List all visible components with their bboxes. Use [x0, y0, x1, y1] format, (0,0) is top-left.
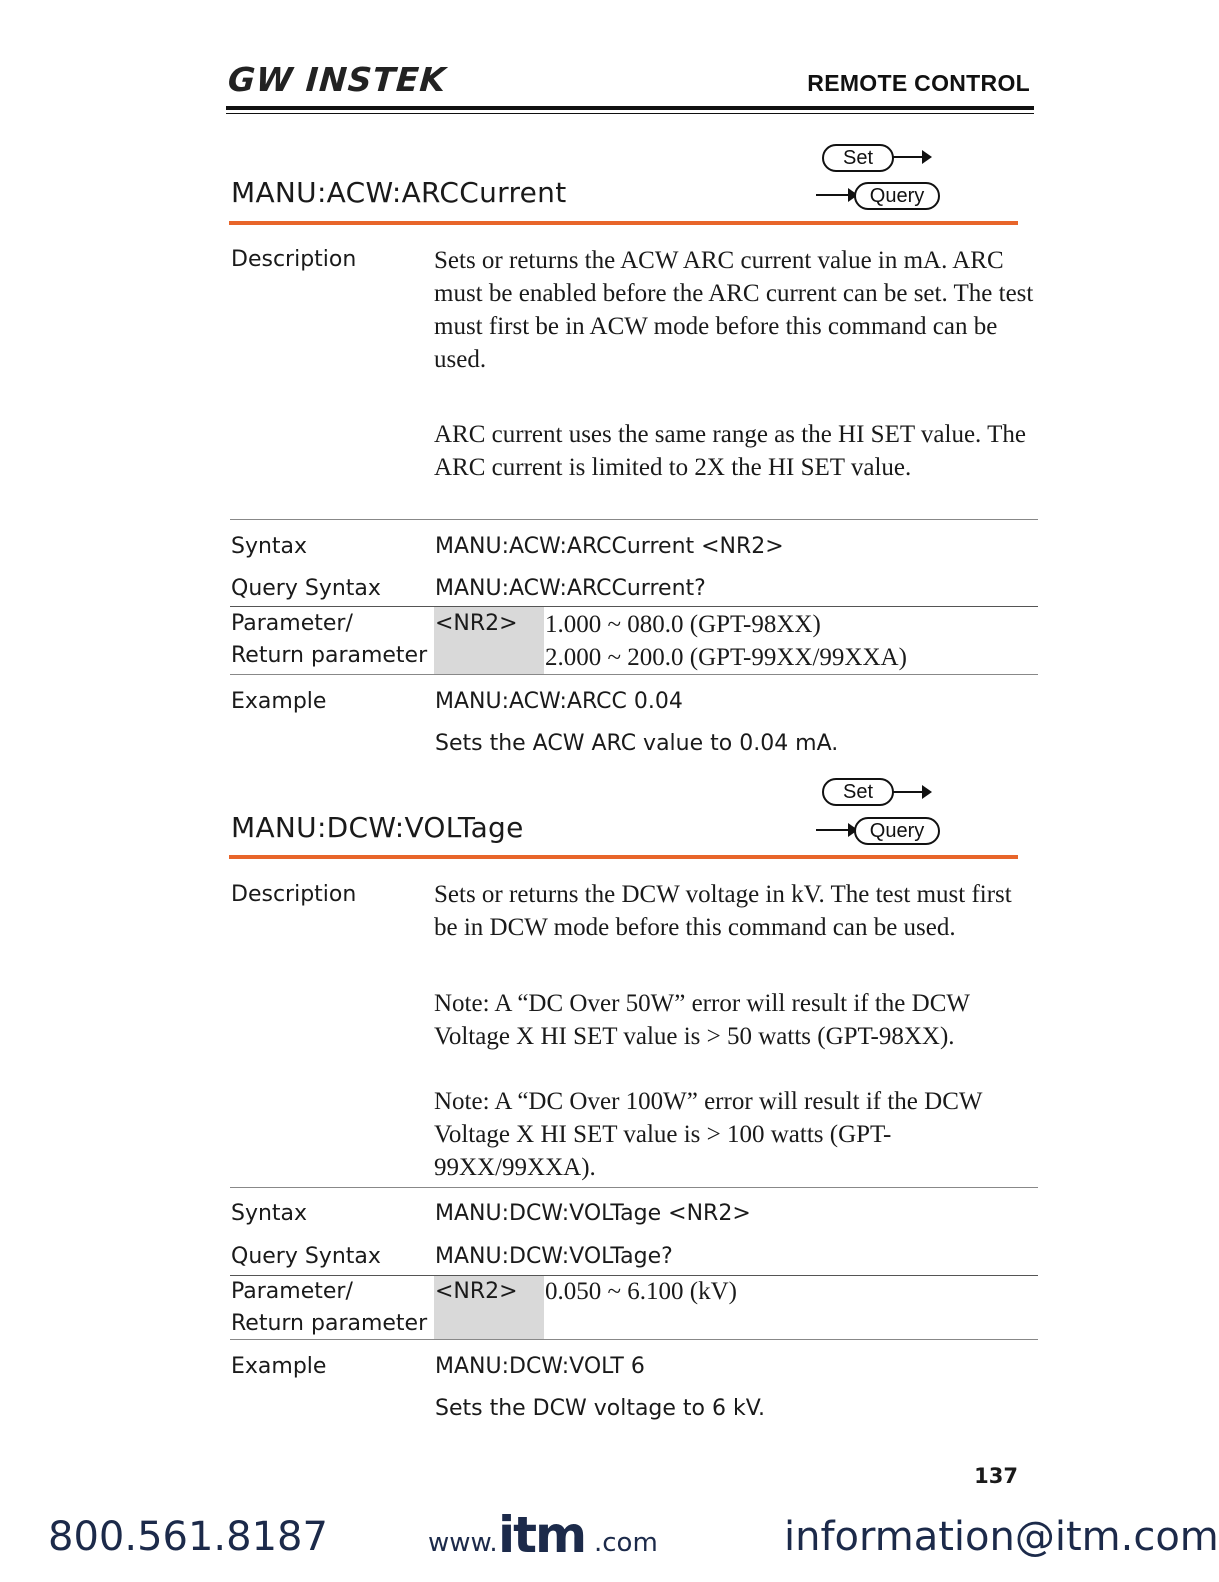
syntax-label: Syntax — [231, 534, 308, 559]
command-title: MANU:DCW:VOLTage — [231, 811, 524, 844]
param-name: <NR2> — [435, 1279, 518, 1304]
description-text: ARC current uses the same range as the HI SET value. The ARC current is limited to 2X the HI SET value. — [434, 421, 1026, 481]
query-badge: Query — [854, 817, 940, 845]
header-rule — [226, 106, 1034, 110]
footer-phone: 800.561.8187 — [48, 1514, 328, 1560]
divider — [230, 519, 1038, 520]
example-description: Sets the DCW voltage to 6 kV. — [435, 1396, 765, 1421]
param-value: 1.000 ~ 080.0 (GPT-98XX) — [545, 611, 821, 638]
divider — [230, 1187, 1038, 1188]
return-param-label: Return parameter — [231, 1311, 428, 1336]
section-rule — [229, 221, 1018, 225]
example-command: MANU:ACW:ARCC 0.04 — [435, 689, 683, 714]
footer-email: information@itm.com — [784, 1514, 1219, 1560]
set-badge: Set — [822, 144, 894, 172]
header-rule-thin — [226, 113, 1034, 114]
param-label: Parameter/ — [231, 611, 353, 636]
set-arrow-icon — [892, 791, 930, 793]
param-label: Parameter/ — [231, 1279, 353, 1304]
itm-logo: itm — [498, 1506, 586, 1564]
set-arrow-icon — [892, 156, 930, 158]
query-arrow-icon — [816, 194, 856, 196]
command-title: MANU:ACW:ARCCurrent — [231, 176, 567, 209]
page-number: 137 — [974, 1464, 1018, 1488]
divider — [230, 674, 1038, 675]
query-arrow-icon — [816, 829, 856, 831]
example-label: Example — [231, 1354, 327, 1379]
divider — [230, 1339, 1038, 1340]
example-description: Sets the ACW ARC value to 0.04 mA. — [435, 731, 839, 756]
description-label: Description — [231, 247, 357, 272]
syntax-value: MANU:DCW:VOLTage <NR2> — [435, 1201, 751, 1226]
example-command: MANU:DCW:VOLT 6 — [435, 1354, 645, 1379]
divider — [230, 606, 1038, 607]
example-label: Example — [231, 689, 327, 714]
set-badge: Set — [822, 778, 894, 806]
header-title: REMOTE CONTROL — [807, 70, 1030, 96]
description-note: Note: A “DC Over 100W” error will result if the DCW Voltage X HI SET value is > 100 watts (GPT-99XX/99XXA). — [434, 1088, 983, 1181]
syntax-value: MANU:ACW:ARCCurrent <NR2> — [435, 534, 784, 559]
query-syntax-label: Query Syntax — [231, 1244, 381, 1269]
description-label: Description — [231, 882, 357, 907]
gw-instek-logo: GW INSTEK — [226, 60, 448, 99]
query-syntax-value: MANU:ACW:ARCCurrent? — [435, 576, 706, 601]
param-value: 2.000 ~ 200.0 (GPT-99XX/99XXA) — [545, 644, 907, 671]
query-syntax-value: MANU:DCW:VOLTage? — [435, 1244, 673, 1269]
query-syntax-label: Query Syntax — [231, 576, 381, 601]
section-rule — [229, 855, 1018, 859]
query-badge: Query — [854, 182, 940, 210]
param-value: 0.050 ~ 6.100 (kV) — [545, 1278, 737, 1305]
footer-com: .com — [594, 1528, 658, 1558]
syntax-label: Syntax — [231, 1201, 308, 1226]
description-note: Note: A “DC Over 50W” error will result if the DCW Voltage X HI SET value is > 50 watts (GPT-98XX). — [434, 990, 970, 1050]
description-text: Sets or returns the DCW voltage in kV. The test must first be in DCW mode before this command can be used. — [434, 881, 1012, 941]
footer-www: www. — [428, 1528, 498, 1558]
return-param-label: Return parameter — [231, 643, 428, 668]
description-text: Sets or returns the ACW ARC current value in mA. ARC must be enabled before the ARC current can be set. The test must first be in ACW mode before this command can be used. — [434, 247, 1034, 373]
param-name: <NR2> — [435, 611, 518, 636]
